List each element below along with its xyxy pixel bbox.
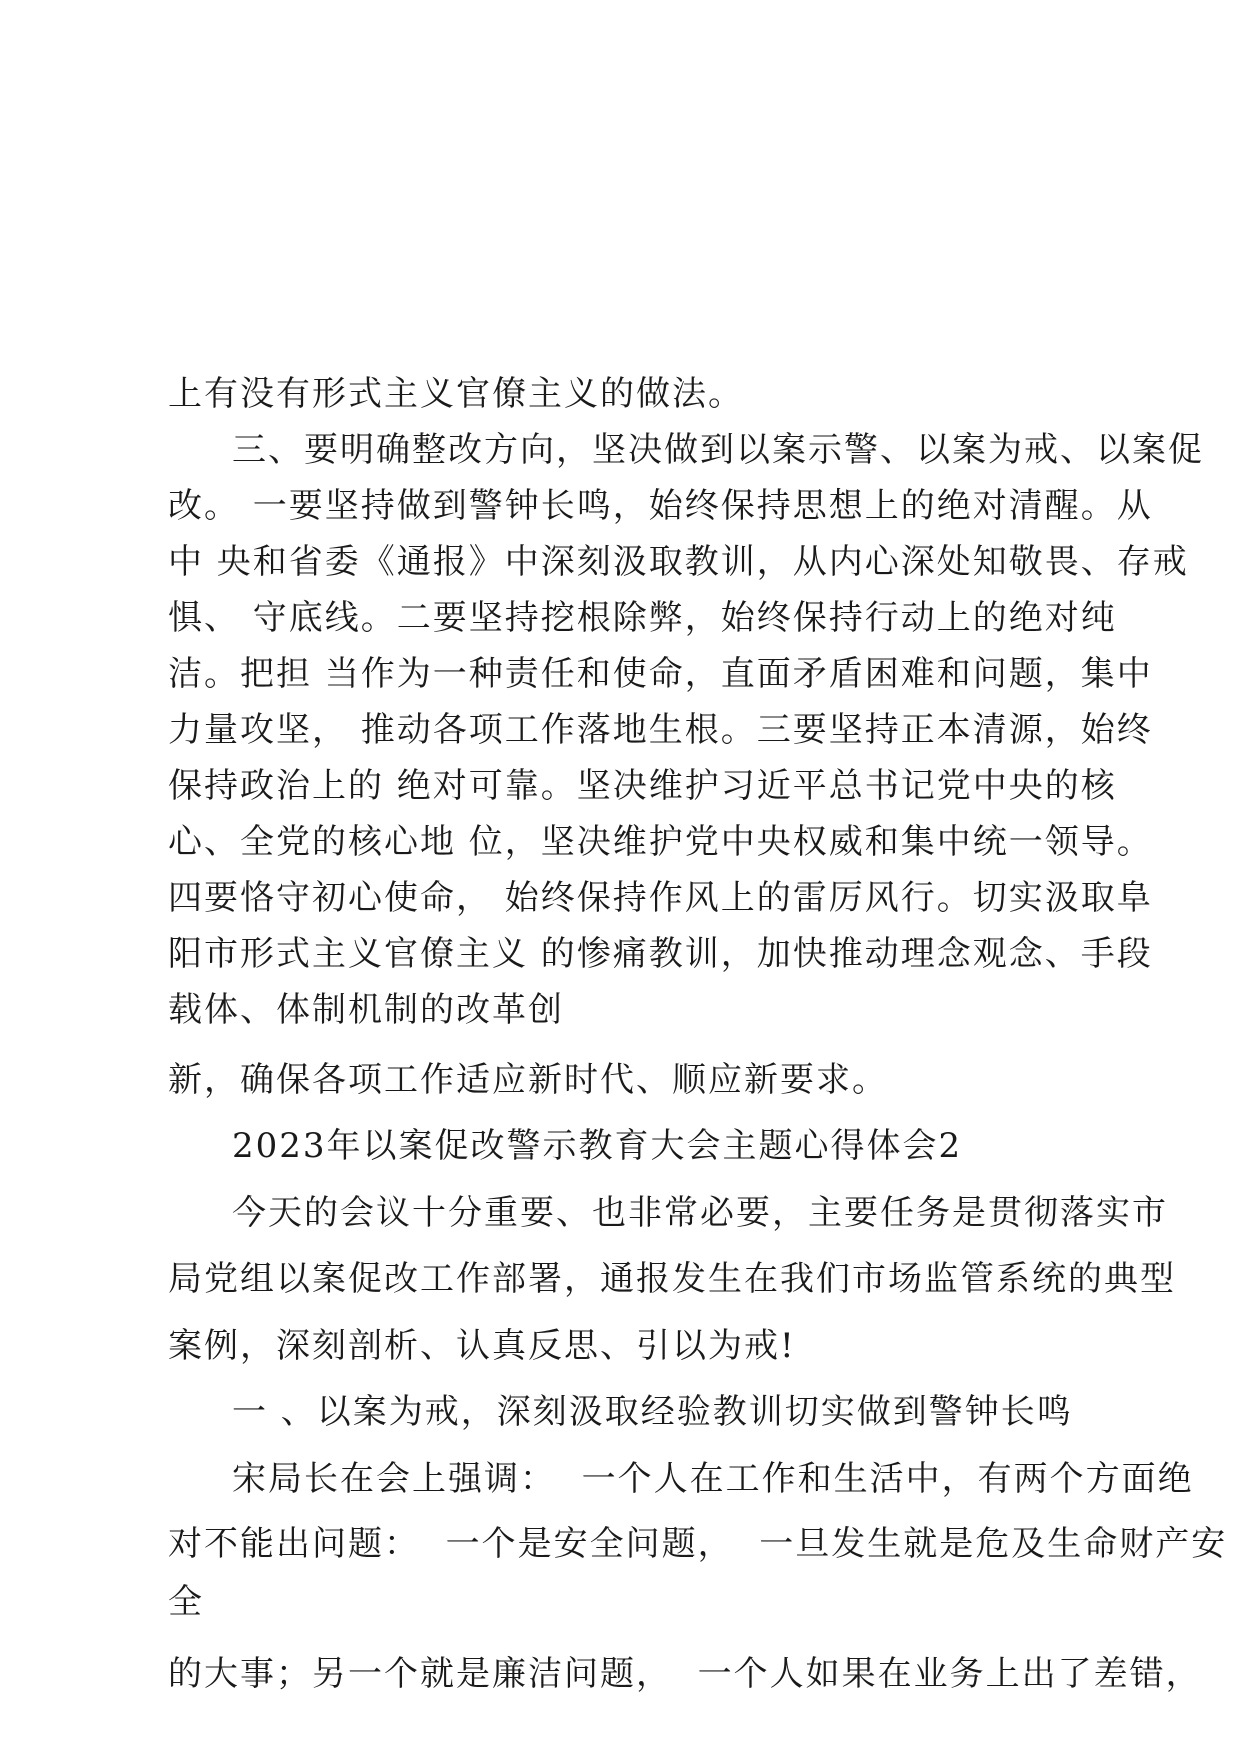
body-line: 三、要明确整改方向，坚决做到以案示警、以案为戒、以案促 — [232, 430, 1204, 470]
body-line: 全 — [168, 1582, 204, 1622]
body-line: 宋局长在会上强调： 一个人在工作和生活中，有两个方面绝 — [232, 1459, 1194, 1499]
body-line: 保持政治上的 绝对可靠。坚决维护习近平总书记党中央的核 — [168, 766, 1117, 806]
body-line: 洁。把担 当作为一种责任和使命，直面矛盾困难和问题，集中 — [168, 654, 1153, 694]
body-line: 的大事；另一个就是廉洁问题， 一个人如果在业务上出了差错， — [168, 1654, 1202, 1694]
body-line: 对不能出问题： 一个是安全问题， 一旦发生就是危及生命财产安 — [168, 1524, 1228, 1564]
body-line: 案例，深刻剖析、认真反思、引以为戒! — [168, 1326, 796, 1366]
body-line: 惧、 守底线。二要坚持挖根除弊，始终保持行动上的绝对纯 — [168, 598, 1117, 638]
body-line: 载体、体制机制的改革创 — [168, 990, 564, 1030]
body-line: 心、全党的核心地 位，坚决维护党中央权威和集中统一领导。 — [168, 822, 1153, 862]
body-line: 阳市形式主义官僚主义 的惨痛教训，加快推动理念观念、手段 — [168, 934, 1153, 974]
body-line: 力量攻坚， 推动各项工作落地生根。三要坚持正本清源，始终 — [168, 710, 1153, 750]
body-line: 今天的会议十分重要、也非常必要，主要任务是贯彻落实市 — [232, 1193, 1168, 1233]
section-heading: 一 、以案为戒，深刻汲取经验教训切实做到警钟长鸣 — [232, 1392, 1073, 1432]
body-line: 四要恪守初心使命， 始终保持作风上的雷厉风行。切实汲取阜 — [168, 878, 1153, 918]
body-line: 改。 一要坚持做到警钟长鸣，始终保持思想上的绝对清醒。从 — [168, 486, 1153, 526]
body-line: 局党组以案促改工作部署，通报发生在我们市场监管系统的典型 — [168, 1259, 1176, 1299]
body-line: 中 央和省委《通报》中深刻汲取教训，从内心深处知敬畏、存戒 — [168, 542, 1189, 582]
body-line: 上有没有形式主义官僚主义的做法。 — [168, 374, 744, 414]
section-title: 2023年以案促改警示教育大会主题心得体会2 — [232, 1126, 963, 1166]
body-line: 新，确保各项工作适应新时代、顺应新要求。 — [168, 1060, 888, 1100]
